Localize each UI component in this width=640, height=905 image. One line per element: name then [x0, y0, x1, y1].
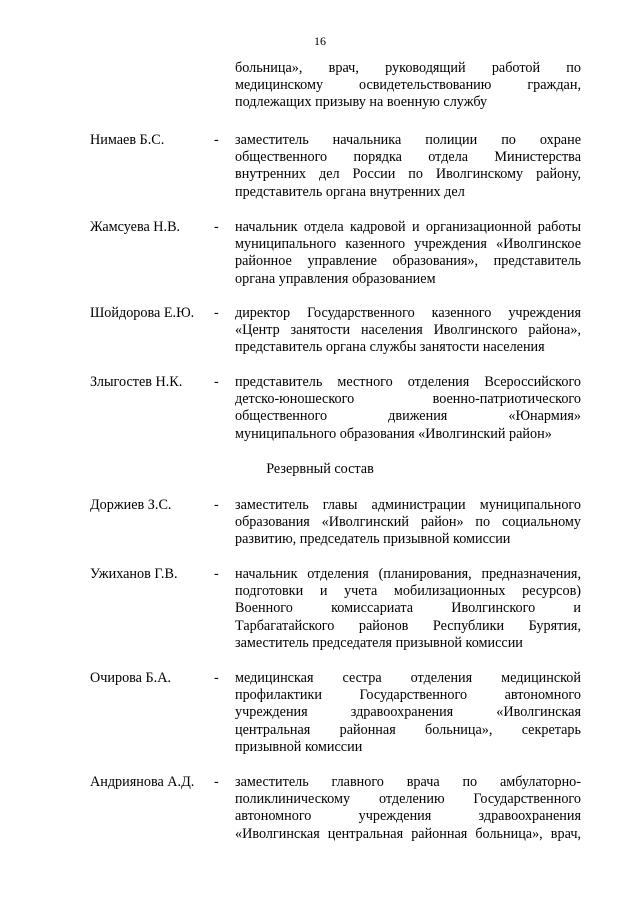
description-line: учреждения здравоохранения «Иволгинская [235, 704, 581, 721]
description-line: заместитель начальника полиции по охране [235, 132, 581, 148]
description-line: «Иволгинская центральная районная больница», врач, [235, 825, 581, 842]
description-line: органа управления образованием [235, 270, 436, 287]
description-line: Военного комиссариата Иволгинского и [235, 600, 581, 617]
description-line: подлежащих призыву на военную службу [235, 94, 488, 111]
description-line: представитель местного отделения Всероссийского [235, 374, 581, 390]
description-line: представитель органа службы занятости населения [235, 339, 545, 356]
description-line: медицинскому освидетельствованию граждан, [235, 77, 581, 94]
member-name: Жамсуева Н.В. [90, 219, 181, 235]
member-dash: - [214, 497, 219, 513]
description-line: профилактики Государственного автономного [235, 687, 581, 704]
member-description [235, 374, 581, 443]
member-description [235, 305, 581, 357]
member-name: Шойдорова Е.Ю. [90, 305, 195, 321]
member-description [235, 132, 581, 201]
page-number: 16 [314, 34, 326, 48]
member-dash: - [214, 305, 219, 321]
description-line: начальник отдела кадровой и организационной работы [235, 219, 581, 235]
member-description [235, 497, 581, 549]
description-line: общественного движения «Юнармия» [235, 408, 581, 425]
description-line: образования «Иволгинский район» по социальному [235, 514, 581, 531]
member-description [235, 774, 581, 843]
section-title-reserve: Резервный состав [266, 461, 374, 477]
description-line: муниципального образования «Иволгинский район» [235, 425, 552, 442]
description-line: больница», врач, руководящий работой по [235, 60, 581, 76]
member-dash: - [214, 374, 219, 390]
description-line: директор Государственного казенного учреждения [235, 305, 581, 321]
description-line: медицинская сестра отделения медицинской [235, 670, 581, 686]
member-description [235, 670, 581, 756]
description-line: заместитель главы администрации муниципального [235, 497, 581, 513]
member-dash: - [214, 566, 219, 582]
member-description [235, 219, 581, 288]
description-line: детско-юношеского военно-патриотического [235, 391, 581, 408]
description-line: автономного учреждения здравоохранения [235, 808, 581, 825]
member-name: Очирова Б.А. [90, 670, 172, 686]
description-line: начальник отделения (планирования, предназначения, [235, 566, 581, 582]
member-name: Ужиханов Г.В. [90, 566, 178, 582]
description-line: Тарбагатайского районов Республики Бурятия, [235, 617, 581, 634]
member-name: Злыгостев Н.К. [90, 374, 183, 390]
description-line: представитель органа внутренних дел [235, 183, 465, 200]
member-name: Нимаев Б.С. [90, 132, 165, 148]
member-description [235, 566, 581, 652]
description-line: заместитель председателя призывной комиссии [235, 634, 523, 651]
member-name: Андриянова А.Д. [90, 774, 195, 790]
member-dash: - [214, 670, 219, 686]
member-dash: - [214, 219, 219, 235]
description-line: районное управление образования», представитель [235, 253, 581, 270]
member-name: Доржиев З.С. [90, 497, 172, 513]
description-line: муниципального казенного учреждения «Иволгинское [235, 236, 581, 253]
entry-description [235, 60, 581, 112]
description-line: развитию, председатель призывной комиссии [235, 531, 511, 548]
member-dash: - [214, 132, 219, 148]
description-line: «Центр занятости населения Иволгинского района», [235, 322, 581, 339]
description-line: призывной комиссии [235, 738, 363, 755]
description-line: подготовки и учета мобилизационных ресурсов) [235, 583, 581, 600]
member-dash: - [214, 774, 219, 790]
description-line: внутренних дел России по Иволгинскому району, [235, 166, 581, 183]
description-line: общественного порядка отдела Министерства [235, 149, 581, 166]
description-line: заместитель главного врача по амбулаторно- [235, 774, 581, 790]
description-line: центральная районная больница», секретарь [235, 721, 581, 738]
description-line: поликлиническому отделению Государственного [235, 791, 581, 808]
